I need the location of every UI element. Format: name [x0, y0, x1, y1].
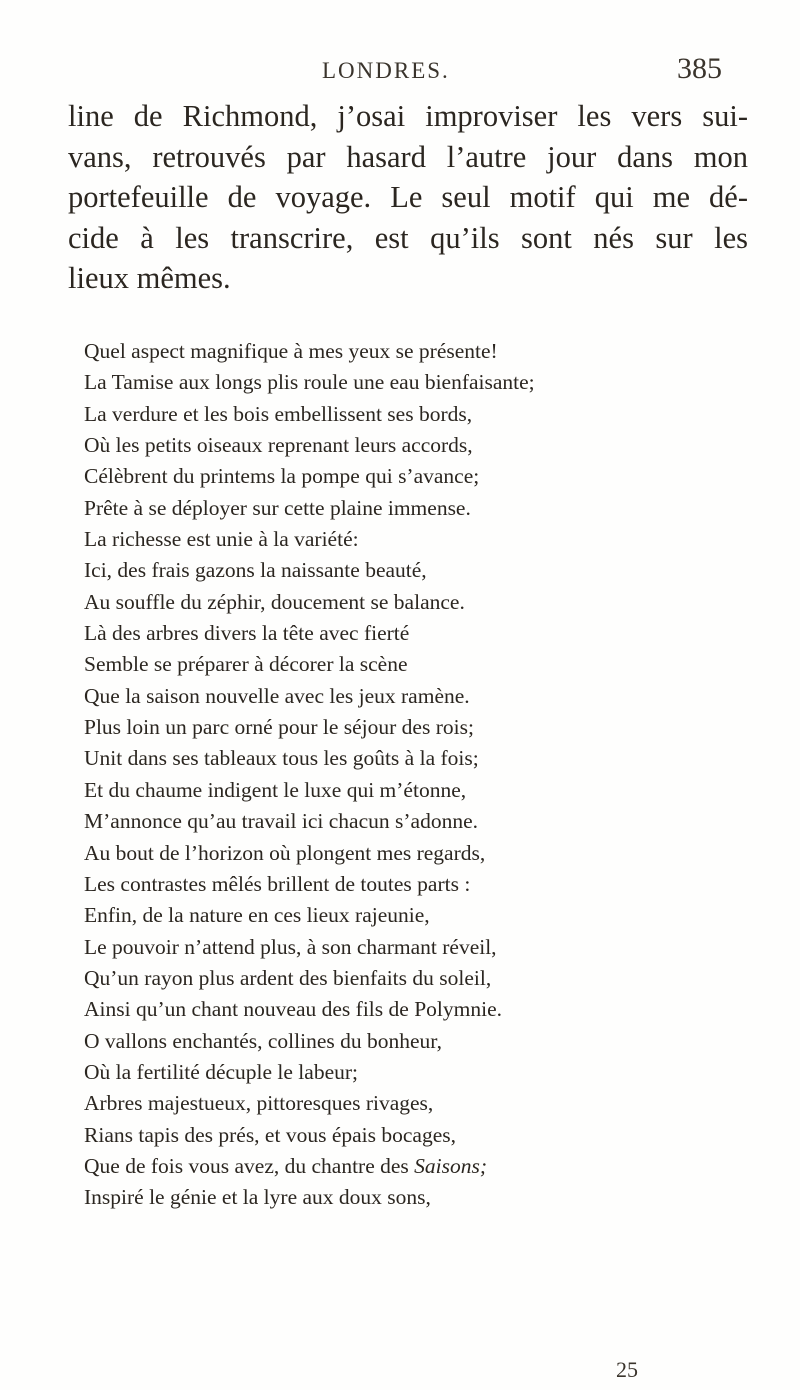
running-title: LONDRES.	[322, 58, 450, 83]
poem-line: Rians tapis des prés, et vous épais bocages,	[84, 1122, 456, 1147]
poem-line: Inspiré le génie et la lyre aux doux sons,	[84, 1185, 431, 1210]
poem-line: Au souffle du zéphir, doucement se balance.	[84, 589, 465, 614]
poem-line: Là des arbres divers la tête avec fierté	[84, 621, 410, 646]
poem-line: O vallons enchantés, collines du bonheur,	[84, 1028, 442, 1053]
poem-line: Le pouvoir n’attend plus, à son charmant réveil,	[84, 934, 497, 959]
poem-line: Enfin, de la nature en ces lieux rajeunie,	[84, 903, 430, 928]
poem-line: M’annonce qu’au travail ici chacun s’adonne.	[84, 809, 479, 834]
prose-line: line de Richmond, j’osai improviser les vers sui-	[68, 99, 748, 133]
poem	[84, 336, 754, 1214]
poem-line: Unit dans ses tableaux tous les goûts à la fois;	[84, 746, 479, 771]
poem-line-with-title	[84, 1151, 754, 1182]
poem-line: Plus loin un parc orné pour le séjour des rois;	[84, 715, 474, 740]
poem-line: Où la fertilité décuple le labeur;	[84, 1059, 358, 1084]
poem-line: Au bout de l’horizon où plongent mes regards,	[84, 840, 486, 865]
poem-line-start: Que de fois vous avez, du chantre des	[84, 1153, 409, 1178]
poem-line: Et du chaume indigent le luxe qui m’étonne,	[84, 777, 467, 802]
poem-line: La richesse est unie à la variété:	[84, 527, 359, 552]
poem-line: La Tamise aux longs plis roule une eau bienfaisante;	[84, 370, 535, 395]
running-head	[0, 52, 800, 98]
signature-mark: 25	[616, 1357, 638, 1382]
poem-line: Les contrastes mêlés brillent de toutes parts :	[84, 871, 471, 896]
page-number: 385	[677, 52, 722, 85]
poem-line: La verdure et les bois embellissent ses bords,	[84, 401, 473, 426]
poem-line: Prête à se déployer sur cette plaine immense.	[84, 495, 471, 520]
prose-paragraph	[68, 96, 748, 299]
poem-line: Semble se préparer à décorer la scène	[84, 652, 408, 677]
poem-line: Célèbrent du printems la pompe qui s’avance;	[84, 464, 480, 489]
prose-line: lieux mêmes.	[68, 261, 231, 295]
poem-line: Arbres majestueux, pittoresques rivages,	[84, 1091, 434, 1116]
prose-line: vans, retrouvés par hasard l’autre jour dans mon	[68, 139, 748, 174]
poem-line: Que la saison nouvelle avec les jeux ramène.	[84, 683, 470, 708]
poem-line: Ici, des frais gazons la naissante beauté,	[84, 558, 427, 583]
poem-line: Qu’un rayon plus ardent des bienfaits du soleil,	[84, 965, 492, 990]
poem-line: Quel aspect magnifique à mes yeux se présente!	[84, 339, 498, 363]
poem-line: Ainsi qu’un chant nouveau des fils de Polymnie.	[84, 997, 502, 1022]
poem-italic-title: Saisons;	[414, 1153, 488, 1178]
prose-line: cide à les transcrire, est qu’ils sont nés sur les	[68, 220, 748, 255]
prose-line: portefeuille de voyage. Le seul motif qui me dé-	[68, 180, 748, 214]
poem-line: Où les petits oiseaux reprenant leurs accords,	[84, 433, 473, 458]
